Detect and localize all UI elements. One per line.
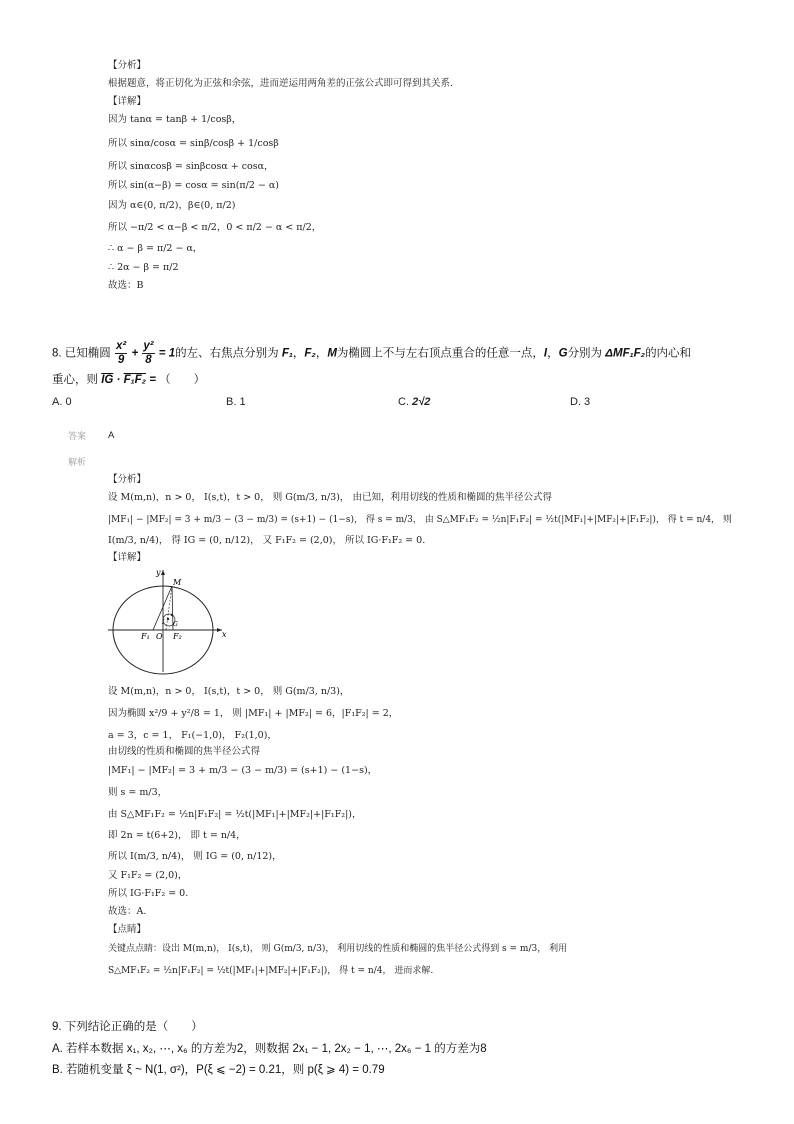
- q8-detail-10: 又 F₁F₂ = (2,0)，: [108, 870, 188, 881]
- q8-detail-1: 设 M(m,n)，n > 0， I(s,t)，t > 0， 则 G(m/3, n/3)，: [108, 686, 350, 697]
- label-x: x: [222, 630, 227, 639]
- answer-value: A: [108, 430, 115, 441]
- q7-line-8: ∴ 2α − β = π/2: [108, 262, 179, 273]
- analysis-label: 解析: [68, 457, 87, 467]
- q8-detail-8: 即 2n = t(6+2)， 即 t = n/4，: [108, 830, 246, 841]
- q8-option-b[interactable]: B. 1: [226, 396, 246, 408]
- q7-line-5: 因为 α∈(0, π/2)，β∈(0, π/2): [108, 200, 236, 211]
- q7-line-1: 因为 tanα = tanβ + 1/cosβ，: [108, 114, 242, 125]
- label-y: y: [156, 568, 161, 577]
- q8-choice: 故选：A.: [108, 906, 147, 917]
- q8-analysis-3: I(m/3, n/4)， 得 IG = (0, n/12)， 又 F₁F₂ = (2,0)， 所以 IG·F₁F₂ = 0.: [108, 535, 426, 546]
- q8-option-c[interactable]: C. 2√2: [398, 396, 431, 408]
- q8-option-d[interactable]: D. 3: [570, 396, 591, 408]
- point-g: [171, 614, 173, 616]
- q8-stem-line-1: 8. 已知椭圆 $\frac{\text{x²}}{9}$ + $\frac{\text{y²}}{8}$ = 1的左、右焦点分别为 F₁，F₂，M为椭圆上不与左右顶点重合的任意一点，I，G分别为 ΔMF₁F₂的内心和: [52, 340, 692, 366]
- q9-option-a[interactable]: A. 若样本数据 x₁, x₂, ⋯, x₆ 的方差为2，则数据 2x₁ − 1, 2x₂ − 1, ⋯, 2x₆ − 1 的方差为8: [52, 1043, 487, 1055]
- q8-stem-line-2: 重心，则 $\overline{IG} \cdot F_1F_2$ = （ ）: [52, 374, 206, 386]
- q7-line-4: 所以 sin(α−β) = cosα = sin(π/2 − α): [108, 180, 280, 191]
- q8-dianjing-1: 关键点点睛：设出 M(m,n)， I(s,t)， 则 G(m/3, n/3)， 利用切线的性质和椭圆的焦半径公式得到 s = m/3， 利用: [108, 944, 568, 954]
- answer-label: 答案: [68, 431, 87, 441]
- label-f2: F₂: [173, 632, 182, 641]
- label-g: G: [173, 621, 178, 628]
- label-o: O: [156, 632, 163, 641]
- label-m: M: [173, 578, 182, 587]
- q8-dianjing-tag: 【点睛】: [108, 924, 147, 935]
- q9-stem: 9. 下列结论正确的是（ ）: [52, 1021, 203, 1033]
- q7-line-6: 所以 −π/2 < α−β < π/2，0 < π/2 − α < π/2，: [108, 222, 322, 233]
- q7-fenxi-text: 根据题意，将正切化为正弦和余弦，进而逆运用两角差的正弦公式即可得到其关系.: [108, 78, 454, 89]
- q7-fenxi-tag: 【分析】: [108, 60, 147, 71]
- y-axis-arrow: [161, 570, 165, 575]
- label-f1: F₁: [141, 632, 150, 641]
- ellipse-figure: [106, 566, 230, 676]
- q8-dianjing-2: S△MF₁F₂ = ½n|F₁F₂| = ½t(|MF₁|+|MF₂|+|F₁F₂|)， 得 t = n/4， 进而求解.: [108, 966, 434, 976]
- q7-line-3: 所以 sinαcosβ = sinβcosα + cosα，: [108, 161, 274, 172]
- q8-option-a[interactable]: A. 0: [52, 396, 72, 408]
- q8-detail-2: 因为椭圆 x²/9 + y²/8 = 1， 则 |MF₁| + |MF₂| = 6，|F₁F₂| = 2，: [108, 708, 399, 719]
- q8-detail-5: |MF₁| − |MF₂| = 3 + m/3 − (3 − m/3) = (s+1) − (1−s)，: [108, 765, 378, 776]
- q7-line-7: ∴ α − β = π/2 − α，: [108, 243, 203, 254]
- q7-line-2: 所以 sinα/cosα = sinβ/cosβ + 1/cosβ: [108, 138, 279, 149]
- q8-detail-4: 由切线的性质和椭圆的焦半径公式得: [108, 746, 261, 757]
- label-i: I: [162, 619, 165, 626]
- q7-choice: 故选：B: [108, 280, 144, 291]
- q8-analysis-2: |MF₁| − |MF₂| = 3 + m/3 − (3 − m/3) = (s+1) − (1−s)， 得 s = m/3， 由 S△MF₁F₂ = ½n|F₁F₂| = ½t(|MF₁|+|MF₂|+|F₁F₂|)， 得 t = n/4， 则: [108, 515, 732, 525]
- q8-fenxi-tag: 【分析】: [108, 474, 147, 485]
- q7-xiangjie-tag: 【详解】: [108, 96, 147, 107]
- q9-option-b[interactable]: B. 若随机变量 ξ ~ N(1, σ²)，P(ξ ⩽ −2) = 0.21，则 p(ξ ⩾ 4) = 0.79: [52, 1064, 385, 1076]
- ellipse-equation: $\frac{\text{x²}}{9}$ + $\frac{\text{y²}}{8}$ = 1: [116, 340, 176, 366]
- q8-analysis-1: 设 M(m,n)，n > 0， I(s,t)，t > 0， 则 G(m/3, n/3)， 由已知，利用切线的性质和椭圆的焦半径公式得: [108, 492, 552, 503]
- point-i: [167, 618, 169, 620]
- q8-detail-9: 所以 I(m/3, n/4)， 则 IG = (0, n/12)，: [108, 851, 282, 862]
- q8-xiangjie-tag: 【详解】: [108, 552, 147, 563]
- q8-detail-6: 则 s = m/3，: [108, 787, 168, 798]
- q8-detail-11: 所以 IG·F₁F₂ = 0.: [108, 888, 189, 899]
- q8-detail-3: a = 3，c = 1， F₁(−1,0)， F₂(1,0)，: [108, 730, 277, 741]
- q8-detail-7: 由 S△MF₁F₂ = ½n|F₁F₂| = ½t(|MF₁|+|MF₂|+|F₁F₂|)，: [108, 809, 362, 820]
